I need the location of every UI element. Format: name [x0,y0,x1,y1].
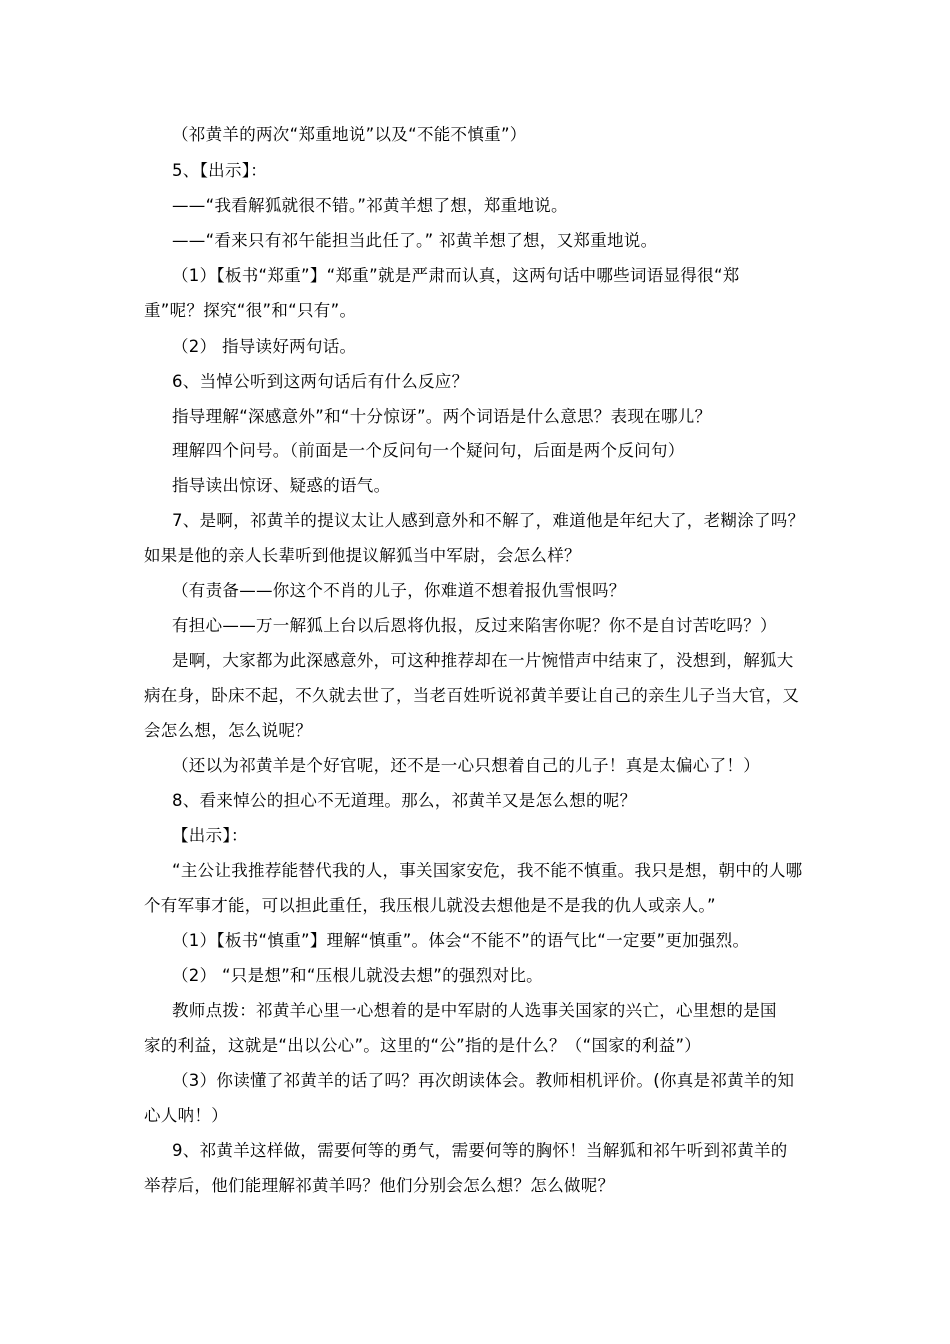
text-line: （有责备——你这个不肖的儿子，你难道不想着报仇雪恨吗？ [172,581,626,600]
text-line: （3）你读懂了祁黄羊的话了吗？再次朗读体会。教师相机评价。(你真是祁黄羊的知 [172,1071,795,1090]
text-line: 如果是他的亲人长辈听到他提议解狐当中军尉，会怎么样？ [144,546,581,565]
text-line: 8、看来悼公的担心不无道理。那么，祁黄羊又是怎么想的呢？ [172,791,637,810]
text-line: 【出示】： [172,826,248,845]
text-line: （1）【板书“郑重”】“郑重”就是严肃而认真，这两句话中哪些词语显得很“郑 [172,266,740,285]
text-line: （2） 指导读好两句话。 [172,337,357,356]
text-line: 教师点拨：祁黄羊心里一心想着的是中军尉的人选事关国家的兴亡，心里想的是国 [172,1001,777,1020]
text-line: 病在身，卧床不起，不久就去世了，当老百姓听说祁黄羊要让自己的亲生儿子当大官，又 [144,686,800,705]
text-line: 7、是啊，祁黄羊的提议太让人感到意外和不解了，难道他是年纪大了，老糊涂了吗？ [172,511,805,530]
text-line: 家的利益，这就是“出以公心”。这里的“公”指的是什么？（“国家的利益”） [144,1036,702,1055]
text-line: （2） “只是想”和“压根儿就没去想”的强烈对比。 [172,966,543,985]
text-line: 5、【出示】： [172,161,268,180]
text-line: 9、祁黄羊这样做，需要何等的勇气，需要何等的胸怀！当解狐和祁午听到祁黄羊的 [172,1141,788,1160]
text-line: ——“我看解狐就很不错。”祁黄羊想了想，郑重地说。 [172,196,568,215]
text-line: 举荐后，他们能理解祁黄羊吗？他们分别会怎么想？怎么做呢？ [144,1176,615,1195]
text-line: 指导读出惊讶、疑惑的语气。 [172,476,391,495]
text-line: 重”呢？探究“很”和“只有”。 [144,301,357,320]
text-line: （1）【板书“慎重”】理解“慎重”。体会“不能不”的语气比“一定要”更加强烈。 [172,931,750,950]
text-line: 指导理解“深感意外”和“十分惊讶”。两个词语是什么意思？表现在哪儿？ [172,407,712,426]
text-line: 6、当悼公听到这两句话后有什么反应？ [172,372,469,391]
text-line: 心人呐！） [144,1106,228,1125]
text-line: 会怎么想，怎么说呢？ [144,721,312,740]
text-line: ——“看来只有祁午能担当此任了。” 祁黄羊想了想，又郑重地说。 [172,231,658,250]
text-line: 有担心——万一解狐上台以后恩将仇报，反过来陷害你呢？你不是自讨苦吃吗？） [172,616,777,635]
text-line: （祁黄羊的两次“郑重地说”以及“不能不慎重”） [172,125,527,144]
text-line: （还以为祁黄羊是个好官呢，还不是一心只想着自己的儿子！真是太偏心了！） [172,756,760,775]
text-line: “主公让我推荐能替代我的人，事关国家安危，我不能不慎重。我只是想，朝中的人哪 [172,861,803,880]
text-line: 个有军事才能，可以担此重任，我压根儿就没去想他是不是我的仇人或亲人。” [144,896,716,915]
text-line: 是啊，大家都为此深感意外，可这种推荐却在一片惋惜声中结束了，没想到，解狐大 [172,651,794,670]
text-line: 理解四个问号。（前面是一个反问句一个疑问句，后面是两个反问句） [172,441,685,460]
